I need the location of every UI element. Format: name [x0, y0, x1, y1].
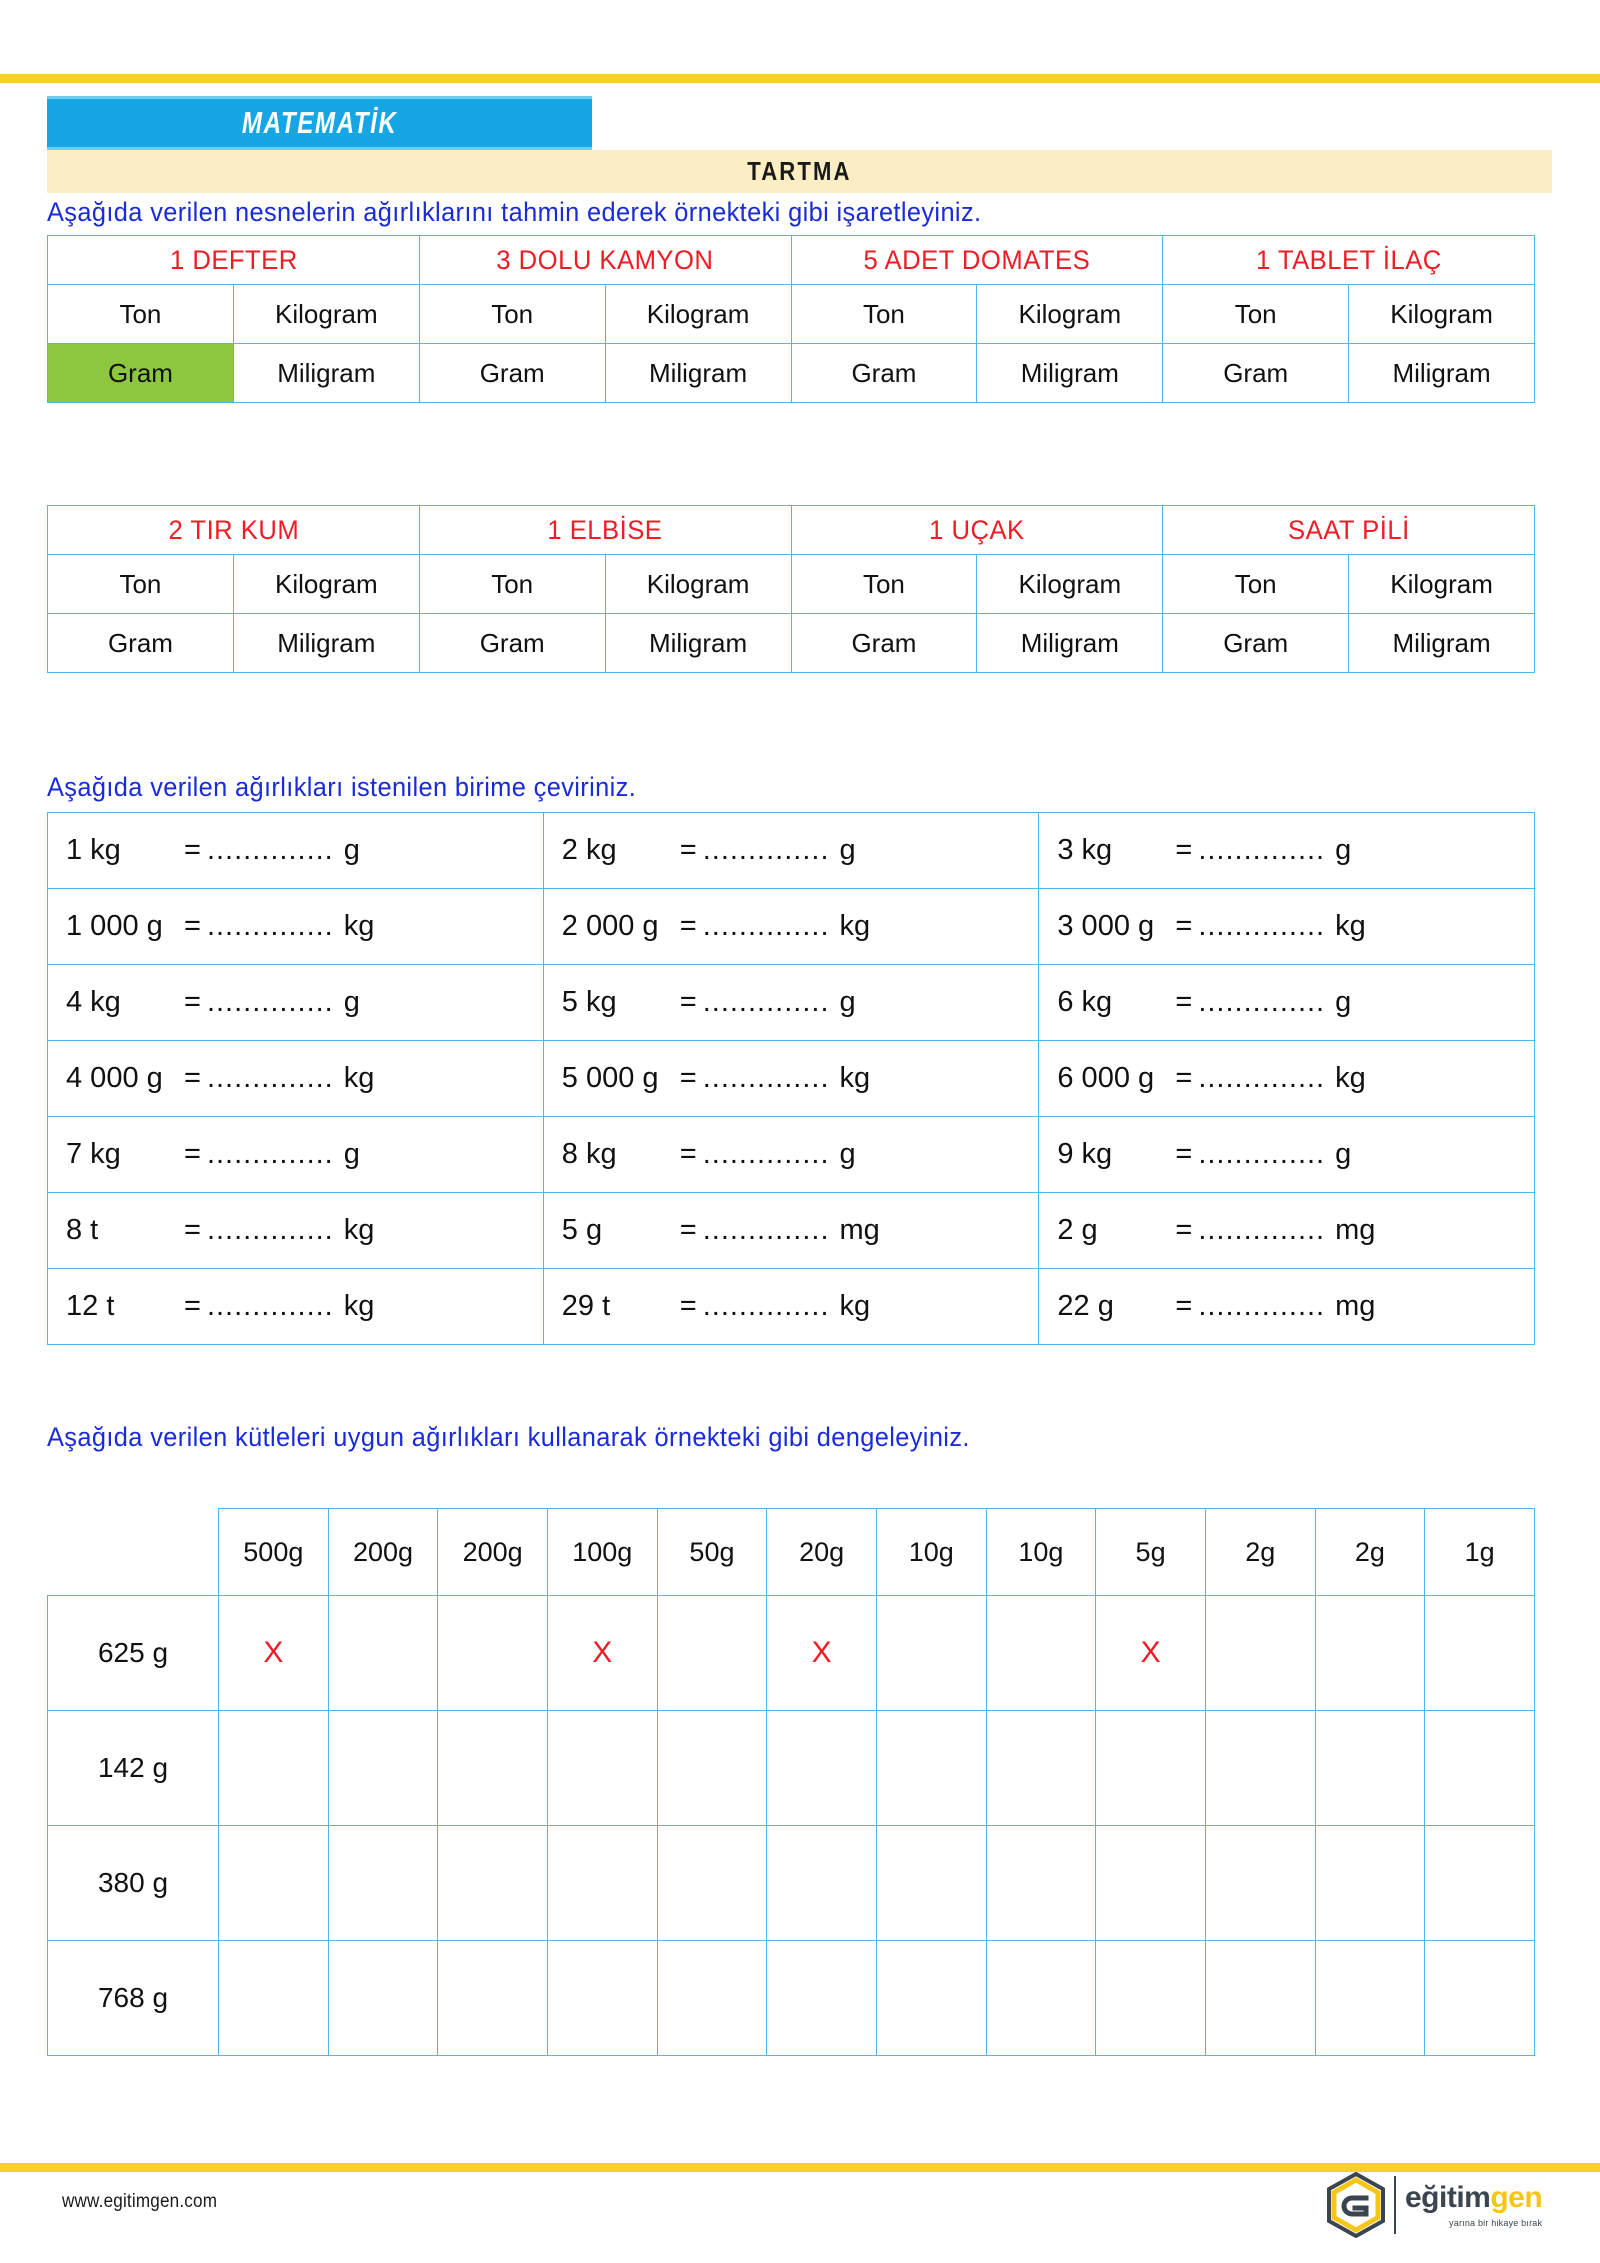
conversion-source-value: 8 t [66, 1214, 99, 1246]
balance-header-row [48, 1509, 1535, 1596]
estimate-unit-cell[interactable]: Miligram [605, 614, 791, 673]
balance-empty-cell[interactable] [1425, 1826, 1535, 1941]
conversion-target-unit: g [343, 1138, 360, 1170]
conversion-row [48, 1193, 1535, 1269]
answer-blank[interactable]: .............. [1198, 1062, 1326, 1094]
conversion-target-unit: mg [1335, 1214, 1376, 1246]
conversion-row [48, 813, 1535, 889]
estimate-unit-cell[interactable]: Kilogram [1349, 285, 1535, 344]
estimate-unit-cell[interactable]: Ton [1163, 555, 1349, 614]
conversion-source-value: 29 t [561, 1290, 611, 1322]
conversion-source-value: 2 kg [561, 834, 617, 866]
answer-blank[interactable]: .............. [206, 986, 334, 1018]
estimate-unit-cell[interactable]: Ton [1163, 285, 1349, 344]
balance-row [48, 1596, 1535, 1711]
equals-sign: = [184, 1214, 201, 1246]
weight-column-header: 2g [1205, 1509, 1315, 1596]
balance-empty-cell[interactable] [1315, 1596, 1425, 1711]
estimate-unit-row [48, 555, 1535, 614]
estimate-unit-cell[interactable]: Miligram [1349, 614, 1535, 673]
balance-row [48, 1711, 1535, 1826]
conversion-cell[interactable] [48, 1041, 544, 1117]
conversion-source-value: 4 000 g [66, 1062, 163, 1094]
estimate-unit-cell[interactable]: Kilogram [233, 555, 419, 614]
equals-sign: = [1175, 986, 1193, 1018]
equals-sign: = [1175, 834, 1193, 866]
conversion-target-unit: g [1335, 834, 1352, 866]
answer-blank[interactable]: .............. [1198, 986, 1326, 1018]
egitimgen-hexagon-e-icon [1325, 2172, 1387, 2238]
balance-empty-cell[interactable] [986, 1941, 1096, 2056]
answer-blank[interactable]: .............. [206, 1290, 334, 1322]
balance-empty-cell[interactable] [1205, 1596, 1315, 1711]
balance-empty-cell[interactable] [657, 1596, 767, 1711]
estimate-unit-cell[interactable]: Gram [791, 614, 977, 673]
balance-empty-cell[interactable] [1425, 1711, 1535, 1826]
equals-sign: = [1175, 1138, 1193, 1170]
equals-sign: = [679, 910, 697, 942]
balance-empty-cell[interactable] [657, 1826, 767, 1941]
balance-empty-cell[interactable] [876, 1826, 986, 1941]
conversion-source-value: 3 kg [1057, 834, 1113, 866]
answer-blank[interactable]: .............. [206, 1138, 334, 1170]
weight-column-header: 10g [876, 1509, 986, 1596]
balance-check-mark[interactable]: X [767, 1596, 877, 1711]
conversion-target-unit: g [343, 986, 360, 1018]
weight-column-header: 50g [657, 1509, 767, 1596]
estimate-item-title: 1 ELBİSE [429, 506, 782, 555]
brand-tagline: yarına bir hikaye bırak [1449, 2217, 1543, 2228]
conversion-cell[interactable] [1039, 1269, 1535, 1345]
balance-empty-cell[interactable] [1315, 1711, 1425, 1826]
estimate-unit-cell[interactable]: Miligram [605, 344, 791, 403]
equals-sign: = [1175, 910, 1193, 942]
balance-table-body [48, 1509, 1535, 2056]
estimate-unit-cell[interactable]: Gram [1163, 344, 1349, 403]
conversion-target-unit: mg [1335, 1290, 1376, 1322]
equals-sign: = [1175, 1290, 1193, 1322]
estimate-unit-row [48, 344, 1535, 403]
answer-blank[interactable]: .............. [702, 1138, 830, 1170]
brand-secondary: gen [1490, 2180, 1543, 2214]
balance-empty-cell[interactable] [438, 1596, 548, 1711]
conversion-table [47, 812, 1535, 1345]
estimate-item-title: 1 TABLET İLAÇ [1172, 236, 1525, 285]
conversion-target-unit: kg [343, 1214, 375, 1246]
answer-blank[interactable]: .............. [702, 1062, 830, 1094]
answer-blank[interactable]: .............. [1198, 910, 1326, 942]
conversion-cell[interactable] [543, 1041, 1039, 1117]
balance-empty-cell[interactable] [876, 1941, 986, 2056]
balance-empty-cell[interactable] [657, 1941, 767, 2056]
estimate-unit-cell[interactable]: Gram [419, 344, 605, 403]
balance-check-mark[interactable]: X [219, 1596, 329, 1711]
answer-blank[interactable]: .............. [1198, 1138, 1326, 1170]
estimate-unit-cell[interactable]: Miligram [977, 344, 1163, 403]
estimate-unit-cell[interactable]: Gram [419, 614, 605, 673]
estimate-unit-cell[interactable]: Ton [419, 285, 605, 344]
estimate-item-title: SAAT PİLİ [1172, 506, 1525, 555]
conversion-source-value: 6 000 g [1057, 1062, 1155, 1094]
balance-empty-cell[interactable] [1096, 1826, 1206, 1941]
estimate-unit-cell[interactable]: Kilogram [605, 555, 791, 614]
balance-empty-cell[interactable] [1205, 1711, 1315, 1826]
balance-row [48, 1941, 1535, 2056]
estimate-item-title: 3 DOLU KAMYON [429, 236, 782, 285]
balance-target-mass: 380 g [48, 1826, 219, 1941]
estimate-item-title: 2 TIR KUM [57, 506, 410, 555]
brand-logo [1325, 2168, 1545, 2242]
estimate-header-row [48, 506, 1535, 555]
conversion-row [48, 965, 1535, 1041]
conversion-cell[interactable] [1039, 1193, 1535, 1269]
conversion-target-unit: g [1335, 1138, 1352, 1170]
estimate-unit-cell[interactable]: Ton [48, 285, 234, 344]
conversion-row [48, 1269, 1535, 1345]
topic-label: TARTMA [747, 156, 852, 186]
brand-primary: eğitim [1405, 2180, 1491, 2214]
conversion-cell[interactable] [543, 965, 1039, 1041]
answer-blank[interactable]: .............. [1198, 1290, 1326, 1322]
equals-sign: = [679, 1062, 697, 1094]
estimate-unit-cell[interactable]: Kilogram [977, 285, 1163, 344]
conversion-target-unit: g [839, 1138, 856, 1170]
equals-sign: = [679, 986, 697, 1018]
estimate-unit-cell[interactable]: Gram [48, 344, 234, 403]
balance-empty-cell[interactable] [1096, 1941, 1206, 2056]
balance-empty-cell[interactable] [657, 1711, 767, 1826]
balance-empty-cell[interactable] [986, 1826, 1096, 1941]
conversion-source-value: 8 kg [561, 1138, 617, 1170]
conversion-cell[interactable] [1039, 1117, 1535, 1193]
conversion-cell[interactable] [1039, 889, 1535, 965]
equals-sign: = [679, 1138, 697, 1170]
instruction-estimate: Aşağıda verilen nesnelerin ağırlıklarını tahmin ederek örnekteki gibi işaretleyiniz. [47, 197, 982, 227]
balance-empty-cell[interactable] [547, 1711, 657, 1826]
balance-table [47, 1508, 1535, 2056]
estimate-table-1-body [48, 236, 1535, 403]
weight-column-header: 500g [219, 1509, 329, 1596]
conversion-target-unit: kg [1335, 1062, 1366, 1094]
estimate-unit-cell[interactable]: Ton [791, 285, 977, 344]
balance-empty-cell[interactable] [986, 1711, 1096, 1826]
balance-empty-cell[interactable] [767, 1941, 877, 2056]
conversion-row [48, 1117, 1535, 1193]
answer-blank[interactable]: .............. [206, 1062, 334, 1094]
answer-blank[interactable]: .............. [702, 1290, 830, 1322]
weight-column-header: 20g [767, 1509, 877, 1596]
balance-empty-cell[interactable] [547, 1941, 657, 2056]
balance-empty-cell[interactable] [1205, 1826, 1315, 1941]
answer-blank[interactable]: .............. [206, 910, 334, 942]
balance-corner-cell [48, 1509, 219, 1596]
equals-sign: = [184, 1138, 201, 1170]
conversion-table-body [48, 813, 1535, 1345]
weight-column-header: 200g [438, 1509, 548, 1596]
conversion-target-unit: g [839, 986, 856, 1018]
balance-target-mass: 768 g [48, 1941, 219, 2056]
balance-check-mark[interactable]: X [1096, 1596, 1206, 1711]
estimate-table-1 [47, 235, 1535, 403]
balance-empty-cell[interactable] [219, 1711, 329, 1826]
conversion-target-unit: kg [343, 1290, 375, 1322]
conversion-source-value: 6 kg [1057, 986, 1113, 1018]
balance-empty-cell[interactable] [1425, 1596, 1535, 1711]
brand-word [1405, 2180, 1543, 2214]
estimate-table-2 [47, 505, 1535, 673]
equals-sign: = [679, 1290, 697, 1322]
conversion-target-unit: kg [343, 1062, 375, 1094]
estimate-unit-cell[interactable]: Gram [1163, 614, 1349, 673]
equals-sign: = [1175, 1214, 1193, 1246]
equals-sign: = [184, 834, 201, 866]
answer-blank[interactable]: .............. [702, 986, 830, 1018]
balance-empty-cell[interactable] [438, 1941, 548, 2056]
topic-banner [47, 150, 1552, 193]
answer-blank[interactable]: .............. [1198, 1214, 1326, 1246]
brand-wordmark [1405, 2180, 1543, 2228]
answer-blank[interactable]: .............. [702, 834, 830, 866]
estimate-unit-cell[interactable]: Kilogram [1349, 555, 1535, 614]
conversion-cell[interactable] [48, 965, 544, 1041]
estimate-item-title: 5 ADET DOMATES [800, 236, 1153, 285]
conversion-target-unit: mg [839, 1214, 880, 1246]
balance-empty-cell[interactable] [328, 1711, 438, 1826]
conversion-target-unit: kg [839, 1062, 871, 1094]
instruction-convert: Aşağıda verilen ağırlıkları istenilen birime çeviriniz. [47, 772, 637, 802]
answer-blank[interactable]: .............. [702, 1214, 830, 1246]
balance-empty-cell[interactable] [328, 1596, 438, 1711]
conversion-target-unit: kg [1335, 910, 1366, 942]
conversion-cell[interactable] [543, 1193, 1039, 1269]
balance-empty-cell[interactable] [328, 1826, 438, 1941]
conversion-target-unit: g [343, 834, 360, 866]
answer-blank[interactable]: .............. [1198, 834, 1326, 866]
conversion-cell[interactable] [1039, 813, 1535, 889]
balance-empty-cell[interactable] [438, 1711, 548, 1826]
equals-sign: = [679, 834, 697, 866]
conversion-cell[interactable] [48, 1117, 544, 1193]
estimate-unit-cell[interactable]: Miligram [233, 344, 419, 403]
estimate-unit-cell[interactable]: Ton [791, 555, 977, 614]
conversion-target-unit: g [1335, 986, 1352, 1018]
estimate-unit-cell[interactable]: Kilogram [977, 555, 1163, 614]
conversion-cell[interactable] [48, 813, 544, 889]
conversion-source-value: 7 kg [66, 1138, 121, 1170]
equals-sign: = [184, 910, 201, 942]
estimate-unit-cell[interactable]: Ton [419, 555, 605, 614]
conversion-source-value: 5 g [561, 1214, 603, 1246]
estimate-unit-cell[interactable]: Kilogram [233, 285, 419, 344]
conversion-target-unit: kg [839, 1290, 871, 1322]
weight-column-header: 10g [986, 1509, 1096, 1596]
conversion-cell[interactable] [48, 1193, 544, 1269]
weight-column-header: 100g [547, 1509, 657, 1596]
balance-empty-cell[interactable] [1315, 1941, 1425, 2056]
estimate-unit-row [48, 285, 1535, 344]
weight-column-header: 1g [1425, 1509, 1535, 1596]
equals-sign: = [1175, 1062, 1193, 1094]
balance-empty-cell[interactable] [219, 1826, 329, 1941]
estimate-item-title: 1 UÇAK [800, 506, 1153, 555]
conversion-row [48, 889, 1535, 965]
conversion-cell[interactable] [543, 813, 1039, 889]
conversion-target-unit: g [839, 834, 856, 866]
conversion-source-value: 3 000 g [1057, 910, 1155, 942]
conversion-source-value: 2 g [1057, 1214, 1098, 1246]
conversion-cell[interactable] [1039, 965, 1535, 1041]
balance-empty-cell[interactable] [1096, 1711, 1206, 1826]
conversion-source-value: 4 kg [66, 986, 121, 1018]
estimate-unit-row [48, 614, 1535, 673]
weight-column-header: 200g [328, 1509, 438, 1596]
estimate-unit-cell[interactable]: Kilogram [605, 285, 791, 344]
balance-check-mark[interactable]: X [547, 1596, 657, 1711]
balance-empty-cell[interactable] [1205, 1941, 1315, 2056]
conversion-cell[interactable] [543, 1117, 1039, 1193]
conversion-source-value: 5 kg [561, 986, 617, 1018]
balance-empty-cell[interactable] [876, 1711, 986, 1826]
weight-column-header: 2g [1315, 1509, 1425, 1596]
balance-empty-cell[interactable] [986, 1596, 1096, 1711]
conversion-source-value: 22 g [1057, 1290, 1114, 1322]
balance-empty-cell[interactable] [328, 1941, 438, 2056]
balance-empty-cell[interactable] [1425, 1941, 1535, 2056]
conversion-row [48, 1041, 1535, 1117]
instruction-balance: Aşağıda verilen kütleleri uygun ağırlıkları kullanarak örnekteki gibi dengeleyiniz. [47, 1422, 970, 1452]
balance-target-mass: 142 g [48, 1711, 219, 1826]
top-accent-rule [0, 74, 1600, 83]
conversion-source-value: 9 kg [1057, 1138, 1113, 1170]
answer-blank[interactable]: .............. [206, 1214, 334, 1246]
estimate-unit-cell[interactable]: Gram [791, 344, 977, 403]
equals-sign: = [184, 986, 201, 1018]
conversion-cell[interactable] [1039, 1041, 1535, 1117]
balance-target-mass: 625 g [48, 1596, 219, 1711]
equals-sign: = [679, 1214, 697, 1246]
balance-row [48, 1826, 1535, 1941]
estimate-unit-cell[interactable]: Miligram [977, 614, 1163, 673]
answer-blank[interactable]: .............. [702, 910, 830, 942]
estimate-header-row [48, 236, 1535, 285]
conversion-cell[interactable] [48, 889, 544, 965]
conversion-source-value: 2 000 g [561, 910, 659, 942]
subject-label: MATEMATİK [241, 105, 398, 140]
brand-divider [1394, 2176, 1396, 2234]
estimate-table-2-body [48, 506, 1535, 673]
estimate-unit-cell[interactable]: Gram [48, 614, 234, 673]
balance-empty-cell[interactable] [547, 1826, 657, 1941]
conversion-source-value: 12 t [66, 1290, 115, 1322]
equals-sign: = [184, 1062, 201, 1094]
conversion-target-unit: kg [839, 910, 871, 942]
weight-column-header: 5g [1096, 1509, 1206, 1596]
balance-empty-cell[interactable] [438, 1826, 548, 1941]
subject-badge [47, 96, 592, 150]
conversion-cell[interactable] [543, 889, 1039, 965]
conversion-source-value: 5 000 g [561, 1062, 659, 1094]
equals-sign: = [184, 1290, 201, 1322]
estimate-unit-cell[interactable]: Miligram [1349, 344, 1535, 403]
estimate-unit-cell[interactable]: Miligram [233, 614, 419, 673]
balance-empty-cell[interactable] [1315, 1826, 1425, 1941]
balance-empty-cell[interactable] [767, 1711, 877, 1826]
conversion-cell[interactable] [48, 1269, 544, 1345]
conversion-source-value: 1 000 g [66, 910, 163, 942]
conversion-source-value: 1 kg [66, 834, 121, 866]
balance-empty-cell[interactable] [876, 1596, 986, 1711]
estimate-item-title: 1 DEFTER [57, 236, 410, 285]
site-url: www.egitimgen.com [62, 2191, 218, 2212]
balance-empty-cell[interactable] [767, 1826, 877, 1941]
conversion-cell[interactable] [543, 1269, 1039, 1345]
estimate-unit-cell[interactable]: Ton [48, 555, 234, 614]
answer-blank[interactable]: .............. [206, 834, 334, 866]
balance-empty-cell[interactable] [219, 1941, 329, 2056]
conversion-target-unit: kg [343, 910, 375, 942]
